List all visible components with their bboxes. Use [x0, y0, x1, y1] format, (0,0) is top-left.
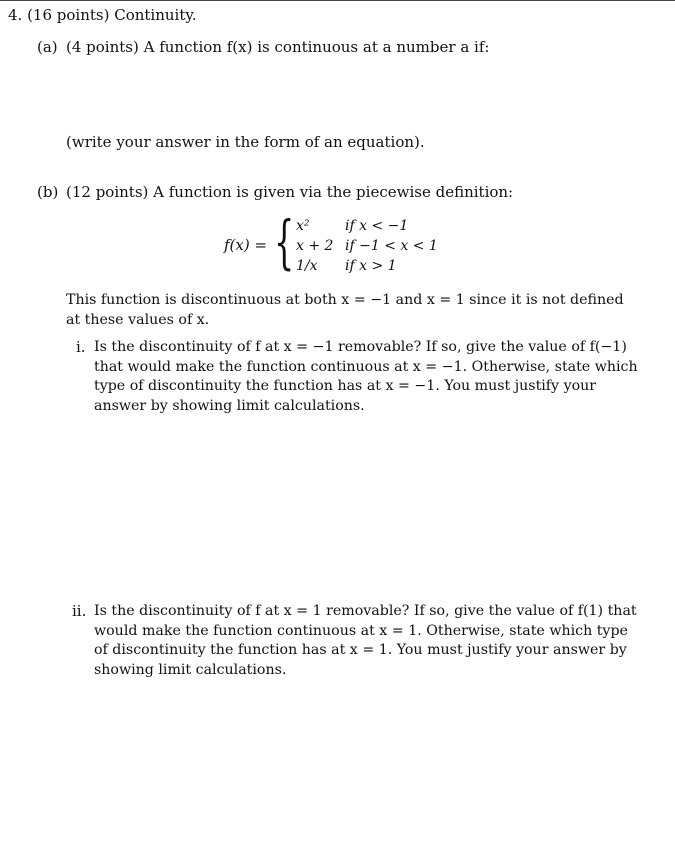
case-1-cond: if x < −1	[345, 218, 409, 234]
function-lhs: f(x) =	[224, 236, 268, 254]
sub-ii-line-1: Is the discontinuity of f at x = 1 removable? If so, give the value of f(1) that	[94, 603, 637, 619]
case-3-expr: 1/x	[296, 258, 318, 274]
sub-ii-line-2: would make the function continuous at x = 1. Otherwise, state which type	[94, 623, 628, 639]
sub-ii-line-4: showing limit calculations.	[94, 662, 287, 678]
sub-ii-label: ii.	[72, 602, 87, 620]
sub-i-line-4: answer by showing limit calculations.	[94, 398, 365, 414]
case-2-expr: x + 2	[296, 238, 334, 254]
case-3-cond: if x > 1	[345, 258, 397, 274]
part-b-label: (b)	[37, 183, 59, 201]
sub-i-line-1: Is the discontinuity of f at x = −1 removable? If so, give the value of f(−1)	[94, 339, 627, 355]
top-rule	[0, 0, 675, 1]
sub-i-label: i.	[76, 338, 86, 356]
part-a-label: (a)	[37, 38, 58, 56]
case-2-cond: if −1 < x < 1	[345, 238, 438, 254]
case-1-expr: x²	[296, 218, 310, 234]
left-brace: {	[274, 208, 295, 276]
part-a-note: (write your answer in the form of an equation).	[66, 133, 425, 151]
sub-i-line-3: type of discontinuity the function has at x = −1. You must justify your	[94, 378, 597, 394]
sub-i-line-2: that would make the function continuous at x = −1. Otherwise, state which	[94, 359, 638, 375]
part-b-text: (12 points) A function is given via the piecewise definition:	[66, 183, 514, 201]
discontinuity-paragraph-line-1: This function is discontinuous at both x = −1 and x = 1 since it is not defined	[66, 292, 624, 308]
sub-ii-line-3: of discontinuity the function has at x = 1. You must justify your answer by	[94, 642, 627, 658]
question-heading: 4. (16 points) Continuity.	[8, 6, 197, 24]
discontinuity-paragraph-line-2: at these values of x.	[66, 312, 210, 328]
part-a-text: (4 points) A function f(x) is continuous at a number a if:	[66, 38, 490, 56]
